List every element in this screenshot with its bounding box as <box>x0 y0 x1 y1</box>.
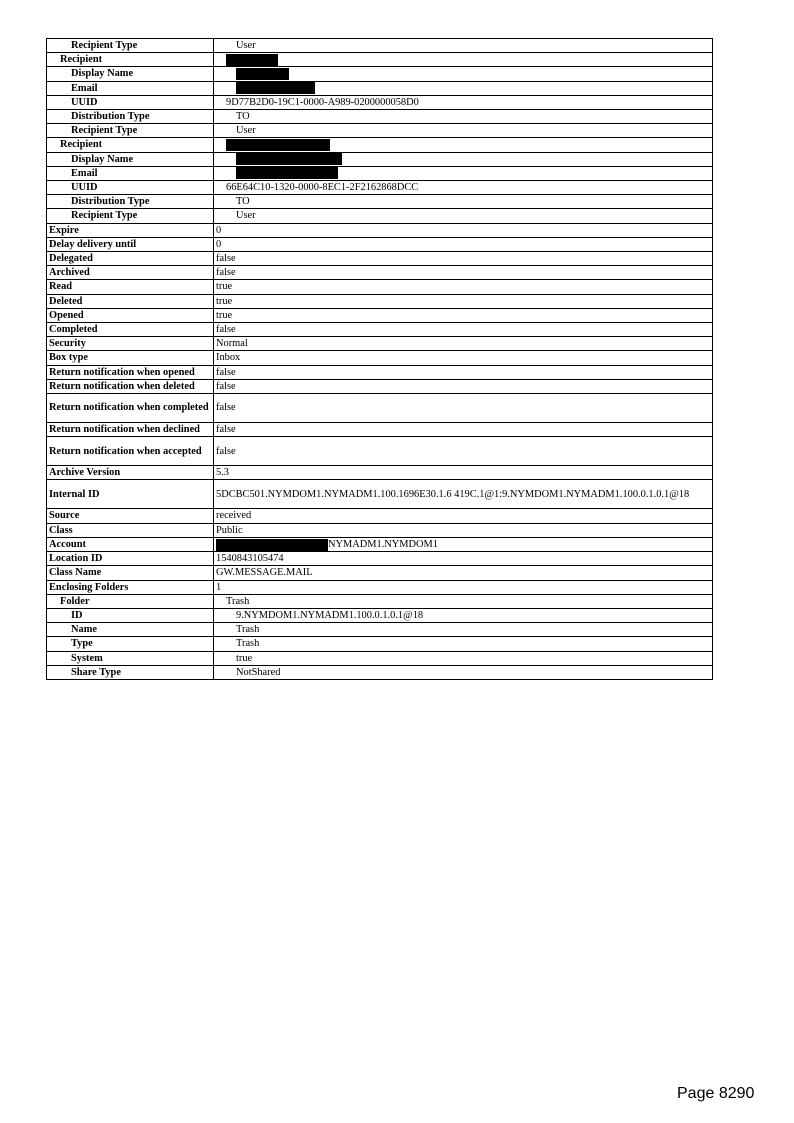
field-label: Source <box>47 509 214 523</box>
field-value: 9D77B2D0-19C1-0000-A989-0200000058D0 <box>214 95 713 109</box>
field-label: Recipient Type <box>47 209 214 223</box>
field-label: UUID <box>47 181 214 195</box>
table-row <box>47 181 713 195</box>
field-value: false <box>214 394 713 423</box>
field-label: Distribution Type <box>47 110 214 124</box>
field-value: GW.MESSAGE.MAIL <box>214 566 713 580</box>
field-value: true <box>214 308 713 322</box>
field-value: false <box>214 437 713 466</box>
table-row <box>47 209 713 223</box>
field-label: Recipient Type <box>47 39 214 53</box>
field-value: 9.NYMDOM1.NYMADM1.100.0.1.0.1@18 <box>214 608 713 622</box>
field-label: Return notification when opened <box>47 365 214 379</box>
properties-table <box>46 38 713 680</box>
field-value: false <box>214 365 713 379</box>
field-label: System <box>47 651 214 665</box>
field-value: false <box>214 423 713 437</box>
table-row <box>47 95 713 109</box>
field-value: NotShared <box>214 665 713 679</box>
table-row <box>47 252 713 266</box>
redaction-block <box>226 54 278 66</box>
table-row <box>47 266 713 280</box>
field-value: Trash <box>214 623 713 637</box>
table-row <box>47 665 713 679</box>
field-value <box>214 537 713 551</box>
field-value: false <box>214 252 713 266</box>
table-row <box>47 637 713 651</box>
field-label: Box type <box>47 351 214 365</box>
field-label: Class Name <box>47 566 214 580</box>
table-row <box>47 351 713 365</box>
field-label: Return notification when deleted <box>47 379 214 393</box>
field-label: Class <box>47 523 214 537</box>
field-value <box>214 138 713 152</box>
field-label: Expire <box>47 223 214 237</box>
field-value <box>214 53 713 67</box>
table-row <box>47 523 713 537</box>
field-label: Archived <box>47 266 214 280</box>
table-row <box>47 566 713 580</box>
field-label: Return notification when accepted <box>47 437 214 466</box>
field-value: User <box>214 209 713 223</box>
field-label: Completed <box>47 323 214 337</box>
field-label: Deleted <box>47 294 214 308</box>
table-row <box>47 323 713 337</box>
field-value: false <box>214 379 713 393</box>
table-row <box>47 365 713 379</box>
field-label: Location ID <box>47 552 214 566</box>
field-label: Delegated <box>47 252 214 266</box>
field-label: Folder <box>47 594 214 608</box>
field-label: Internal ID <box>47 480 214 509</box>
table-row <box>47 166 713 180</box>
field-value: 5.3 <box>214 466 713 480</box>
field-value: 1 <box>214 580 713 594</box>
field-value: Trash <box>214 594 713 608</box>
field-label: Email <box>47 81 214 95</box>
table-row <box>47 124 713 138</box>
table-row <box>47 223 713 237</box>
table-row <box>47 195 713 209</box>
field-value: Trash <box>214 637 713 651</box>
field-label: Recipient <box>47 53 214 67</box>
table-row <box>47 423 713 437</box>
field-label: Return notification when completed <box>47 394 214 423</box>
redaction-block <box>236 167 338 179</box>
table-row <box>47 110 713 124</box>
field-label: Security <box>47 337 214 351</box>
table-row <box>47 294 713 308</box>
field-label: Share Type <box>47 665 214 679</box>
table-row <box>47 580 713 594</box>
table-row <box>47 480 713 509</box>
table-row <box>47 623 713 637</box>
field-label: Type <box>47 637 214 651</box>
field-label: Delay delivery until <box>47 237 214 251</box>
redaction-block <box>216 539 328 551</box>
redaction-block <box>226 139 330 151</box>
table-row <box>47 394 713 423</box>
table-row <box>47 552 713 566</box>
table-row <box>47 138 713 152</box>
field-value: TO <box>214 110 713 124</box>
field-value: 66E64C10-1320-0000-8EC1-2F2162868DCC <box>214 181 713 195</box>
field-value: Public <box>214 523 713 537</box>
field-value: User <box>214 124 713 138</box>
table-row <box>47 509 713 523</box>
field-value <box>214 81 713 95</box>
field-value: User <box>214 39 713 53</box>
table-row <box>47 594 713 608</box>
redaction-block <box>236 82 315 94</box>
table-row <box>47 280 713 294</box>
field-value: received <box>214 509 713 523</box>
table-row <box>47 67 713 81</box>
table-row <box>47 53 713 67</box>
table-row <box>47 337 713 351</box>
table-row <box>47 437 713 466</box>
field-label: ID <box>47 608 214 622</box>
field-label: Email <box>47 166 214 180</box>
field-label: Distribution Type <box>47 195 214 209</box>
field-value: false <box>214 323 713 337</box>
field-label: Display Name <box>47 152 214 166</box>
field-label: Recipient <box>47 138 214 152</box>
table-row <box>47 152 713 166</box>
redaction-block <box>236 68 289 80</box>
field-label: Enclosing Folders <box>47 580 214 594</box>
field-value: false <box>214 266 713 280</box>
field-value <box>214 67 713 81</box>
field-label: Name <box>47 623 214 637</box>
field-value: true <box>214 651 713 665</box>
field-value: 5DCBC501.NYMDOM1.NYMADM1.100.1696E30.1.6 419C.1@1:9.NYMDOM1.NYMADM1.100.0.1.0.1@18 <box>214 480 713 509</box>
field-label: Display Name <box>47 67 214 81</box>
field-value: Inbox <box>214 351 713 365</box>
field-label: Recipient Type <box>47 124 214 138</box>
field-value: true <box>214 280 713 294</box>
table-row <box>47 537 713 551</box>
field-label: Archive Version <box>47 466 214 480</box>
redaction-block <box>236 153 342 165</box>
field-value: true <box>214 294 713 308</box>
page-number: Page 8290 <box>677 1085 755 1102</box>
table-row <box>47 608 713 622</box>
table-row <box>47 39 713 53</box>
field-value <box>214 166 713 180</box>
field-label: Read <box>47 280 214 294</box>
table-row <box>47 308 713 322</box>
account-suffix: NYMADM1.NYMDOM1 <box>328 538 438 550</box>
table-row <box>47 466 713 480</box>
field-label: Opened <box>47 308 214 322</box>
table-row <box>47 81 713 95</box>
field-value: 0 <box>214 237 713 251</box>
field-value: TO <box>214 195 713 209</box>
field-label: Account <box>47 537 214 551</box>
field-label: UUID <box>47 95 214 109</box>
table-row <box>47 237 713 251</box>
field-value <box>214 152 713 166</box>
table-row <box>47 379 713 393</box>
field-value: 1540843105474 <box>214 552 713 566</box>
table-row <box>47 651 713 665</box>
field-label: Return notification when declined <box>47 423 214 437</box>
field-value: Normal <box>214 337 713 351</box>
field-value: 0 <box>214 223 713 237</box>
